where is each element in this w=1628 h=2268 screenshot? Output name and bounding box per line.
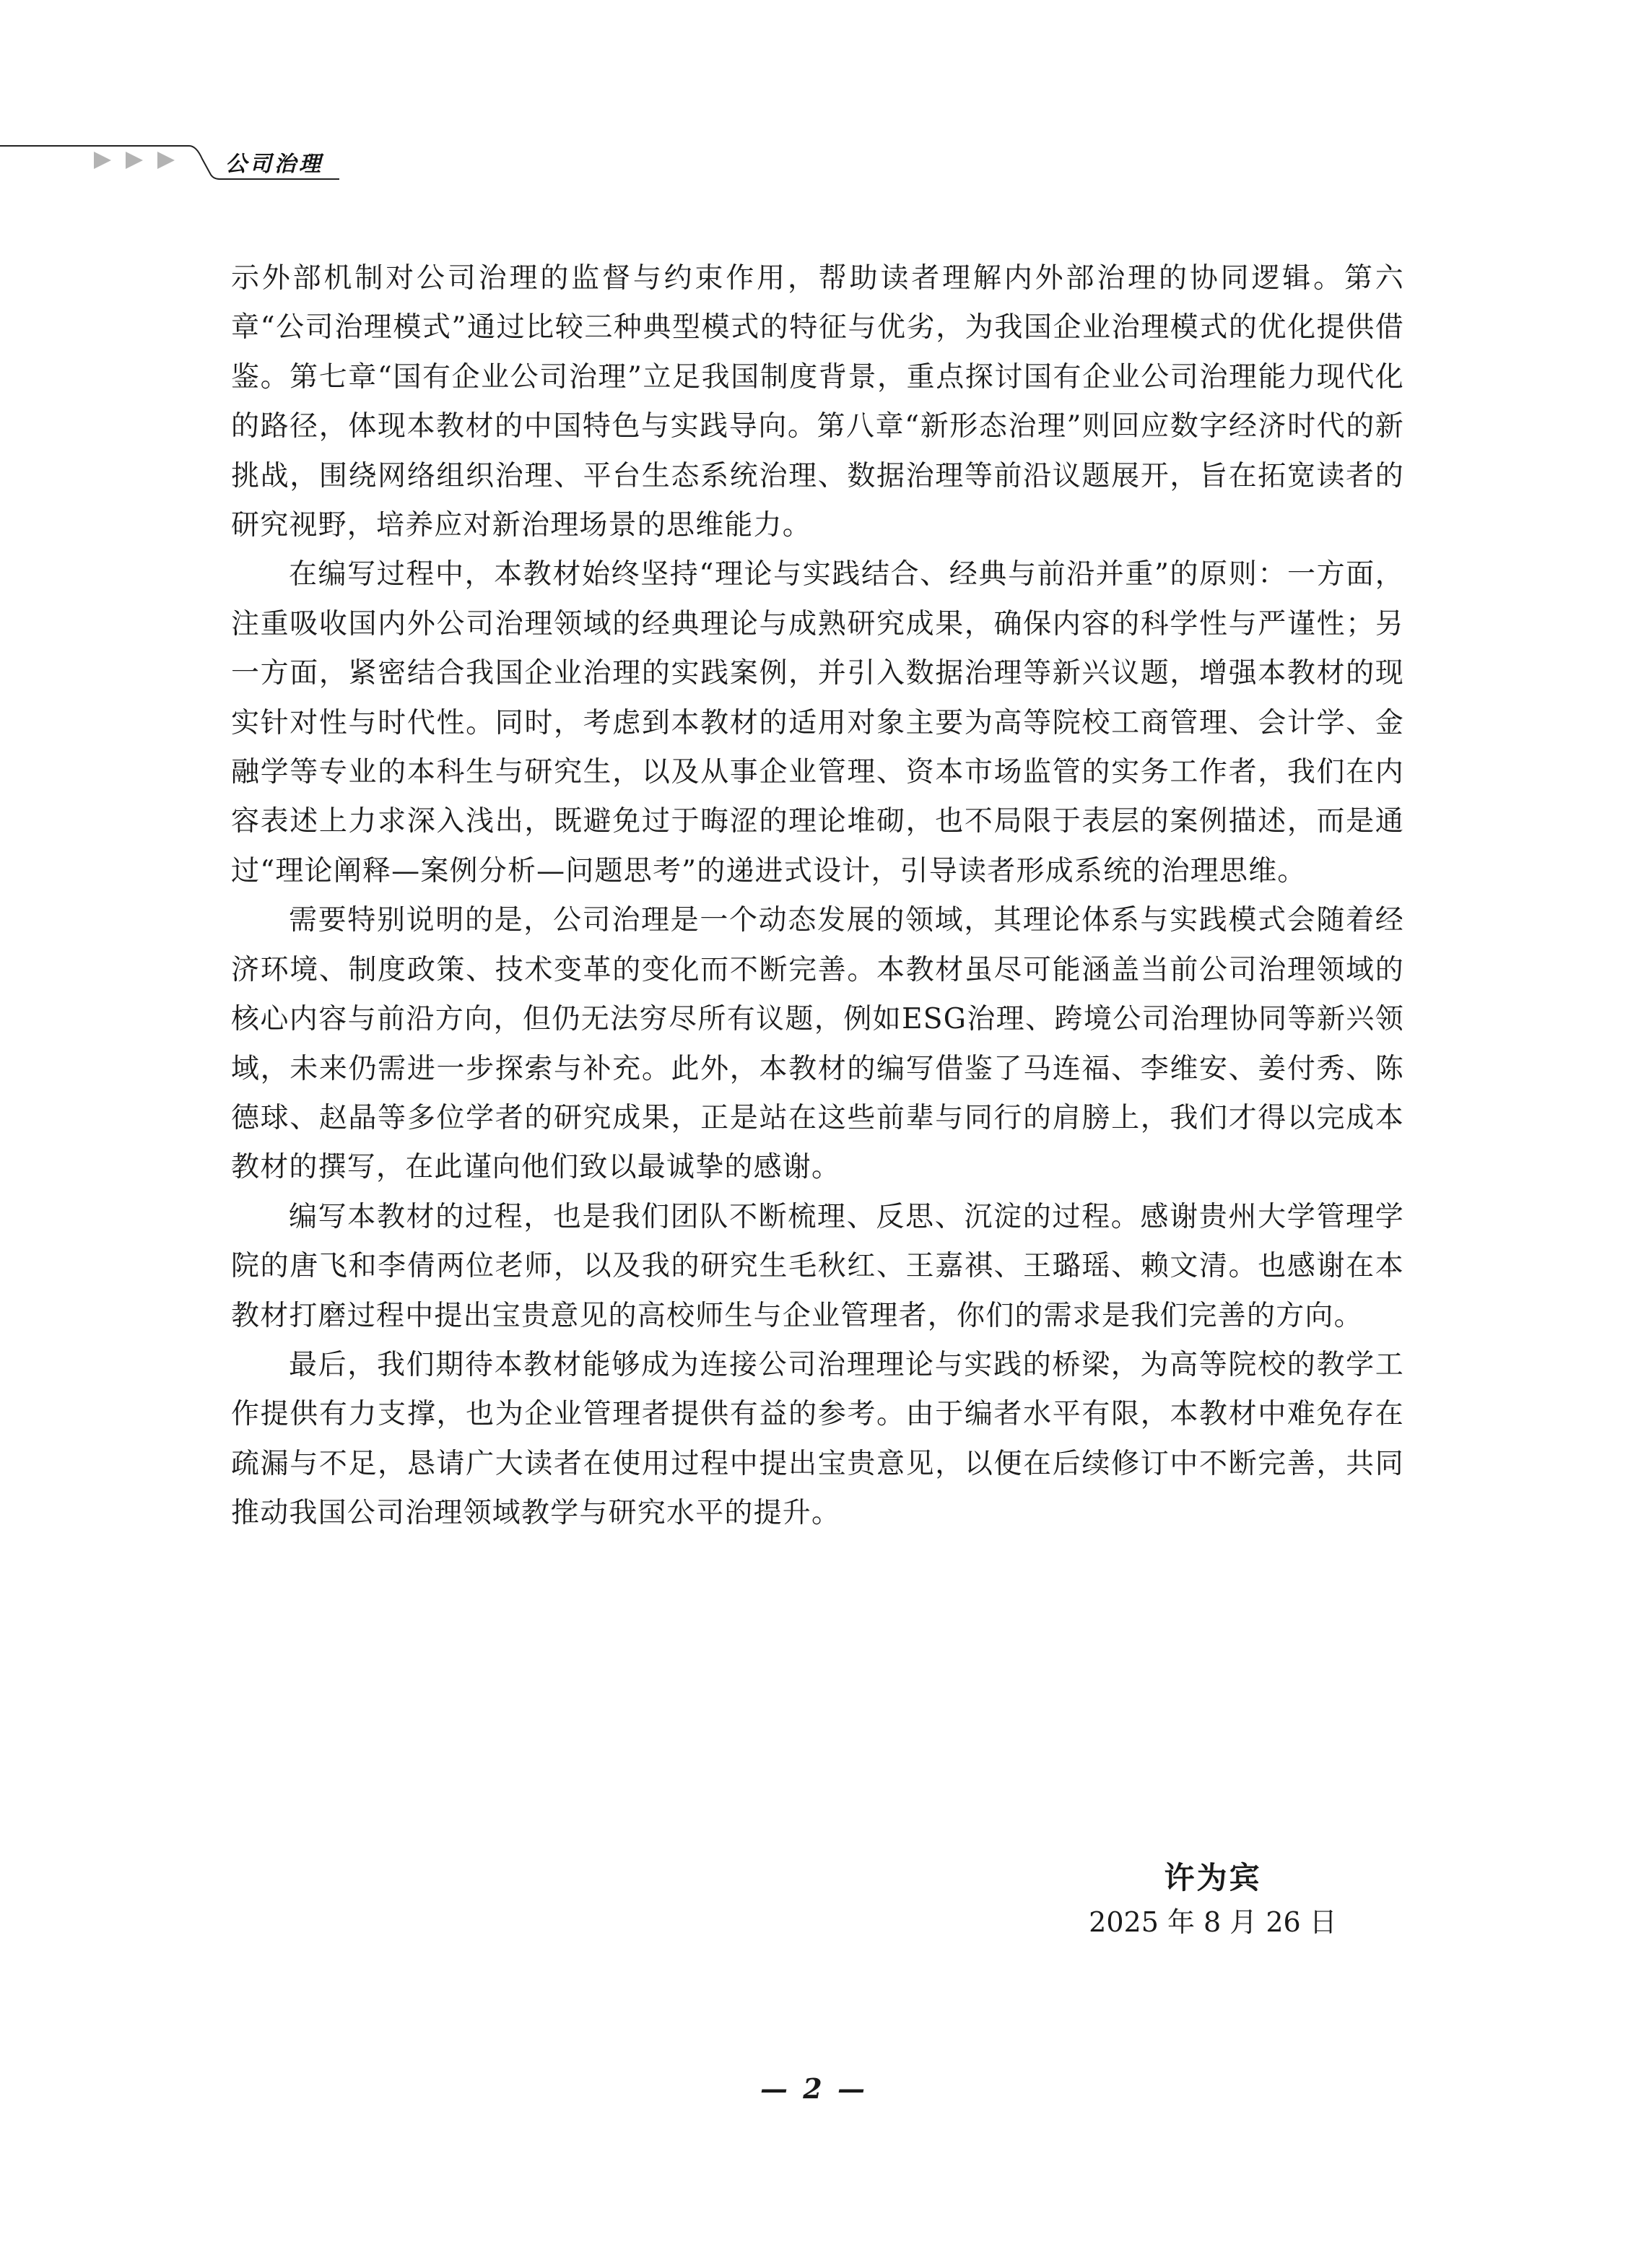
header-arrow-icon: [126, 152, 143, 169]
header-arrow-icon: [94, 152, 111, 169]
paragraph: 最后，我们期待本教材能够成为连接公司治理理论与实践的桥梁，为高等院校的教学工作提供有力支撑，也为企业管理者提供有益的参考。由于编者水平有限，本教材中难免存在疏漏与不足，恳请广大读者在使用过程中提出宝贵意见，以便在后续修订中不断完善，共同推动我国公司治理领域教学与研究水平的提升。: [231, 1348, 1404, 1530]
paragraph: 编写本教材的过程，也是我们团队不断梳理、反思、沉淀的过程。感谢贵州大学管理学院的唐飞和李倩两位老师，以及我的研究生毛秋红、王嘉祺、王璐瑶、赖文清。也感谢在本教材打磨过程中提出宝贵意见的高校师生与企业管理者，你们的需求是我们完善的方向。: [231, 1200, 1404, 1332]
page-number: — 2 —: [760, 2072, 868, 2105]
body-text: [231, 254, 1404, 1539]
paragraph: 需要特别说明的是，公司治理是一个动态发展的领域，其理论体系与实践模式会随着经济环境、制度政策、技术变革的变化而不断完善。本教材虽尽可能涵盖当前公司治理领域的核心内容与前沿方向，但仍无法穷尽所有议题，例如ESG治理、跨境公司治理协同等新兴领域，未来仍需进一步探索与补充。此外，本教材的编写借鉴了马连福、李维安、姜付秀、陈德球、赵晶等多位学者的研究成果，正是站在这些前辈与同行的肩膀上，我们才得以完成本教材的撰写，在此谨向他们致以最诚挚的感谢。: [231, 904, 1404, 1184]
paragraph: 在编写过程中，本教材始终坚持“理论与实践结合、经典与前沿并重”的原则：一方面，注重吸收国内外公司治理领域的经典理论与成熟研究成果，确保内容的科学性与严谨性；另一方面，紧密结合我国企业治理的实践案例，并引入数据治理等新兴议题，增强本教材的现实针对性与时代性。同时，考虑到本教材的适用对象主要为高等院校工商管理、会计学、金融学等专业的本科生与研究生，以及从事企业管理、资本市场监管的实务工作者，我们在内容表述上力求深入浅出，既避免过于晦涩的理论堆砌，也不局限于表层的案例描述，而是通过“理论阐释—案例分析—问题思考”的递进式设计，引导读者形成系统的治理思维。: [231, 558, 1404, 887]
signature-date: 2025 年 8 月 26 日: [1089, 1906, 1337, 1938]
paragraph: 示外部机制对公司治理的监督与约束作用，帮助读者理解内外部治理的协同逻辑。第六章“公司治理模式”通过比较三种典型模式的特征与优劣，为我国企业治理模式的优化提供借鉴。第七章“国有企业公司治理”立足我国制度背景，重点探讨国有企业公司治理能力现代化的路径，体现本教材的中国特色与实践导向。第八章“新形态治理”则回应数字经济时代的新挑战，围绕网络组织治理、平台生态系统治理、数据治理等前沿议题展开，旨在拓宽读者的研究视野，培养应对新治理场景的思维能力。: [231, 262, 1404, 542]
header-arrow-icon: [157, 152, 175, 169]
running-header: [0, 142, 347, 185]
signature-block: [1083, 1856, 1343, 1944]
header-title: 公司治理: [225, 152, 323, 177]
author-name: 许为宾: [1164, 1860, 1262, 1895]
